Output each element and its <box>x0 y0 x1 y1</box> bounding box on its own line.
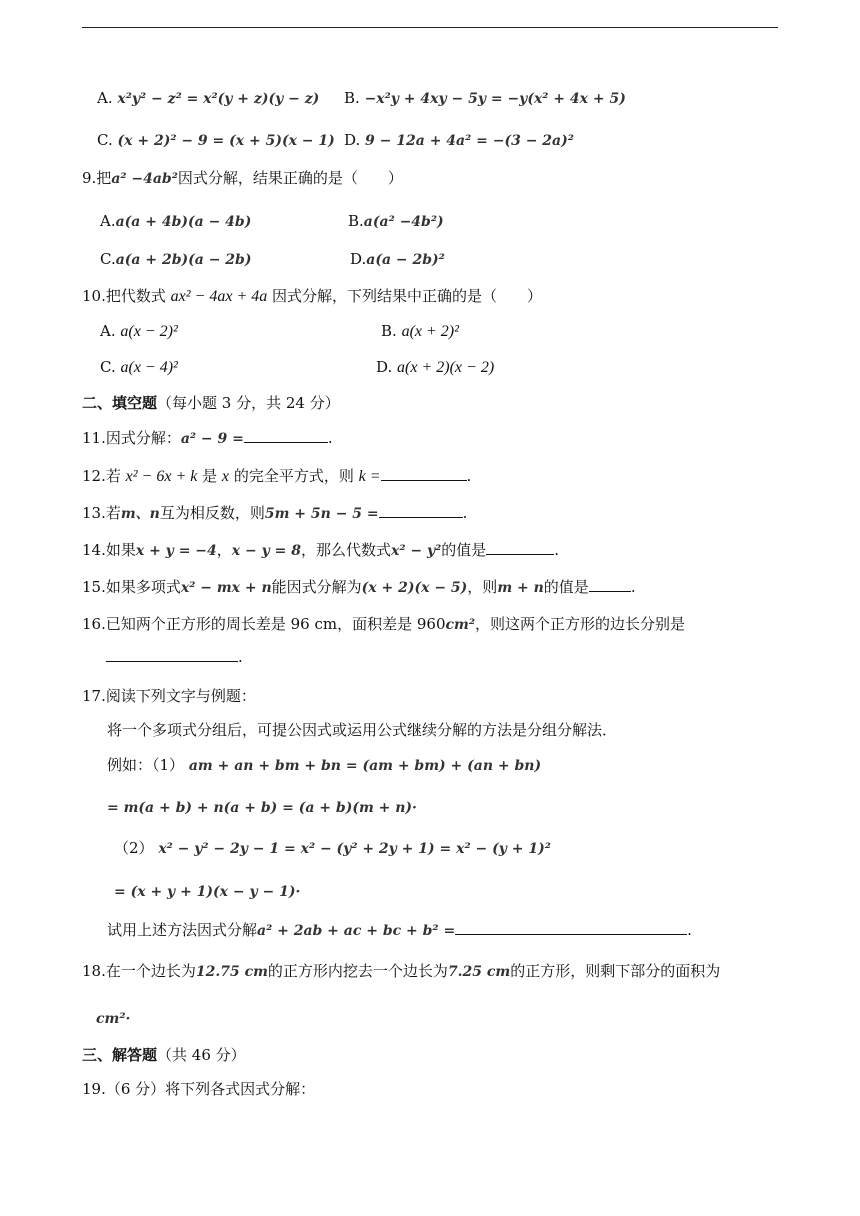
q9-option-c: C.a(a + 2b)(a − 2b) <box>100 250 252 268</box>
q8-option-c-expr: (x + 2)² − 9 = (x + 5)(x − 1) <box>117 133 335 149</box>
q8-option-b-expr: −x²y + 4xy − 5y = −y(x² + 4x + 5) <box>364 91 626 107</box>
q17-example1-line2: = m(a + b) + n(a + b) = (a + b)(m + n)· <box>107 800 417 816</box>
q10-expr: ax² − 4ax + 4a <box>170 288 268 305</box>
q9-option-d: D.a(a − 2b)² <box>350 250 445 268</box>
section2-heading: 二、填空题（每小题 3 分，共 24 分） <box>82 394 340 412</box>
q16-answer-blank[interactable] <box>106 647 238 662</box>
q12: 12.若 x² − 6x + k 是 x 的完全平方式，则 k = . <box>82 467 472 485</box>
header-rule <box>82 27 778 28</box>
q9-option-a: A.a(a + 4b)(a − 4b) <box>100 212 252 230</box>
q13: 13.若m、n互为相反数，则5m + 5n − 5 = . <box>82 504 468 522</box>
q17-try: 试用上述方法因式分解a² + 2ab + ac + bc + b² = . <box>107 921 692 939</box>
q10-option-b: B. a(x + 2)² <box>381 322 459 340</box>
q15: 15.如果多项式x² − mx + n能因式分解为(x + 2)(x − 5)，则m + n的值是 . <box>82 578 636 596</box>
q17-example2-line1: （2） x² − y² − 2y − 1 = x² − (y² + 2y + 1) = x² − (y + 1)² <box>114 839 551 857</box>
q8-option-d-expr: 9 − 12a + 4a² = −(3 − 2a)² <box>365 133 574 149</box>
q17-description: 将一个多项式分组后，可提公因式或运用公式继续分解的方法是分组分解法． <box>107 721 618 739</box>
q19: 19.（6 分）将下列各式因式分解： <box>82 1080 316 1098</box>
q11: 11.因式分解：a² − 9 = . <box>82 429 333 447</box>
q8-option-d: D. 9 − 12a + 4a² = −(3 − 2a)² <box>344 131 574 149</box>
q14-answer-blank[interactable] <box>486 540 554 555</box>
q10-option-c: C. a(x − 4)² <box>100 358 178 376</box>
q17-example2-line2: = (x + y + 1)(x − y − 1)· <box>114 884 301 900</box>
q17-title: 17.阅读下列文字与例题： <box>82 687 256 705</box>
section3-heading: 三、解答题（共 46 分） <box>82 1046 246 1064</box>
q10-option-d: D. a(x + 2)(x − 2) <box>376 358 495 376</box>
q12-answer-blank[interactable] <box>381 466 467 481</box>
q16-answer-line: . <box>106 647 243 667</box>
q9-expr: a² −4ab² <box>111 171 178 187</box>
q15-answer-blank[interactable] <box>589 577 631 592</box>
q18-unit: cm²· <box>96 1011 131 1027</box>
q14: 14.如果x + y = −4，x − y = 8，那么代数式x² − y²的值是 . <box>82 541 560 559</box>
q8-option-b: B. −x²y + 4xy − 5y = −y(x² + 4x + 5) <box>344 89 626 107</box>
q8-option-a-expr: x²y² − z² = x²(y + z)(y − z) <box>117 91 320 107</box>
q11-answer-blank[interactable] <box>244 428 328 443</box>
q9-option-b: B.a(a² −4b²) <box>348 212 444 230</box>
q17-answer-blank[interactable] <box>455 920 687 935</box>
q9-stem: 9.把a² −4ab²因式分解，结果正确的是（ ） <box>82 169 403 187</box>
q8-option-a: A. x²y² − z² = x²(y + z)(y − z) <box>97 89 320 107</box>
q16: 16.已知两个正方形的周长差是 96 cm，面积差是 960cm²，则这两个正方形的边长分别是 <box>82 615 686 633</box>
q18: 18.在一个边长为12.75 cm的正方形内挖去一个边长为7.25 cm的正方形，则剩下部分的面积为 <box>82 962 721 980</box>
q17-example1-line1: 例如：（1） am + an + bm + bn = (am + bm) + (an + bn) <box>107 756 542 774</box>
q10-option-a: A. a(x − 2)² <box>100 322 178 340</box>
q10-stem: 10.把代数式 ax² − 4ax + 4a 因式分解，下列结果中正确的是（ ） <box>82 287 543 305</box>
q8-option-c: C. (x + 2)² − 9 = (x + 5)(x − 1) <box>97 131 335 149</box>
q13-answer-blank[interactable] <box>379 503 463 518</box>
